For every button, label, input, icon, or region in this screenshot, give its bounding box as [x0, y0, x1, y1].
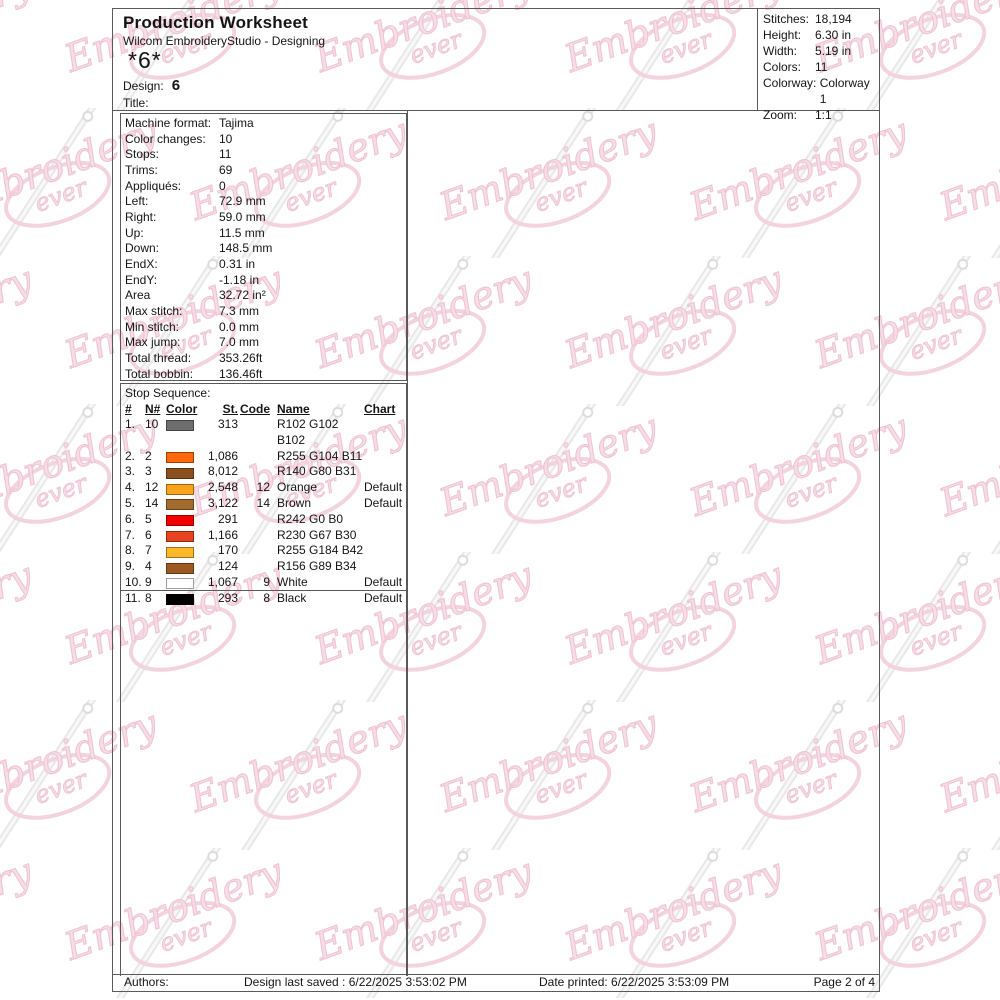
row-needle-number: 8 — [145, 590, 152, 605]
info-value: 32.72 in² — [219, 288, 266, 303]
row-stitch-count: 291 — [217, 511, 238, 526]
stop-sequence-row — [121, 449, 406, 465]
stop-sequence-row — [121, 559, 406, 575]
info-row — [763, 59, 879, 75]
col-header-stitches: St. — [222, 402, 238, 416]
info-value: 11 — [815, 60, 828, 74]
col-header-chart: Chart — [364, 402, 396, 416]
page-title: Production Worksheet — [123, 13, 309, 32]
info-value: 7.0 mm — [219, 335, 260, 350]
row-color-name: R140 G80 B31 — [277, 464, 357, 479]
last-saved-text: Design last saved : 6/22/2025 3:53:02 PM — [244, 975, 467, 989]
info-row — [125, 179, 406, 195]
row-needle-number: 2 — [145, 448, 152, 463]
stop-sequence-title: Stop Sequence: — [125, 386, 211, 400]
stop-sequence-row — [121, 528, 406, 544]
footer — [113, 974, 879, 991]
thread-color-swatch — [166, 531, 194, 542]
worksheet-sheet — [112, 8, 880, 992]
info-value: Colorway 1 — [819, 76, 870, 106]
info-row — [125, 273, 406, 289]
info-value: 0.31 in — [219, 256, 256, 271]
row-color-name: R255 G184 B42 — [277, 543, 364, 558]
info-label: Appliqués: — [125, 178, 182, 193]
row-code — [238, 449, 270, 465]
info-label: Left: — [125, 194, 149, 209]
stop-sequence-row — [121, 417, 406, 449]
info-value: 353.26ft — [219, 350, 263, 365]
row-color-name: R255 G104 B11 — [277, 448, 363, 463]
design-mark: *6* — [128, 47, 162, 73]
info-label: Trims: — [125, 162, 158, 177]
stop-sequence-rows — [121, 417, 406, 607]
row-color-name: R102 G102 B102 — [277, 417, 339, 447]
row-code — [238, 512, 270, 528]
date-printed-text: Date printed: 6/22/2025 3:53:09 PM — [539, 975, 730, 989]
info-value: 7.3 mm — [219, 303, 260, 318]
stop-sequence-row — [121, 512, 406, 528]
thread-color-swatch — [166, 420, 194, 431]
stop-sequence-row — [121, 496, 406, 512]
info-row — [763, 11, 879, 27]
left-column-empty-box — [120, 591, 407, 976]
info-row — [125, 147, 406, 163]
info-value: 5.19 in — [815, 44, 852, 58]
watermark-logo — [0, 256, 30, 406]
design-number: 6 — [171, 77, 181, 94]
info-row — [763, 43, 879, 59]
info-label: Down: — [125, 241, 160, 256]
title-label: Title: — [123, 96, 149, 110]
design-preview-area — [407, 111, 880, 976]
info-value: Tajima — [219, 116, 254, 130]
info-value: 11 — [219, 147, 232, 162]
info-label: Up: — [125, 225, 144, 240]
row-code: 14 — [256, 495, 270, 510]
stop-sequence-header — [121, 401, 406, 417]
row-index: 11. — [125, 590, 141, 605]
row-code: 12 — [256, 480, 270, 495]
info-value: 18,194 — [815, 12, 852, 26]
row-needle-number: 14 — [145, 495, 159, 510]
row-color-name: Black — [277, 590, 307, 605]
thread-color-swatch — [166, 547, 194, 558]
info-value: 0.0 mm — [219, 319, 260, 334]
thread-color-swatch — [166, 468, 194, 479]
row-index: 4. — [125, 480, 136, 495]
page-number: Page 2 of 4 — [813, 975, 875, 989]
row-stitch-count: 1,067 — [207, 574, 238, 589]
row-needle-number: 7 — [145, 543, 152, 558]
info-row — [125, 288, 406, 304]
info-value: 69 — [219, 162, 233, 177]
row-chart: Default — [364, 480, 403, 495]
row-index: 1. — [125, 417, 136, 431]
col-header-color: Color — [166, 402, 198, 416]
row-needle-number: 6 — [145, 527, 152, 542]
row-color-name: R230 G67 B30 — [277, 527, 357, 542]
row-needle-number: 12 — [145, 480, 159, 495]
row-color-name: Orange — [277, 480, 318, 495]
row-color-name: Brown — [277, 495, 312, 510]
info-label: Max stitch: — [125, 303, 183, 318]
info-row — [125, 320, 406, 336]
info-label: Total thread: — [125, 350, 192, 365]
info-row — [763, 75, 879, 107]
row-stitch-count: 2,548 — [207, 480, 238, 495]
info-row — [125, 367, 406, 383]
info-label: Color changes: — [125, 131, 206, 146]
watermark-logo — [935, 404, 1000, 554]
row-index: 8. — [125, 543, 136, 558]
machine-info-panel — [120, 113, 407, 381]
row-code — [238, 528, 270, 544]
info-label: Stitches: — [763, 12, 810, 26]
info-row — [125, 163, 406, 179]
row-color-name: R242 G0 B0 — [277, 511, 344, 526]
thread-color-swatch — [166, 499, 194, 510]
thread-color-swatch — [166, 452, 194, 463]
watermark-logo — [0, 848, 30, 998]
row-code: 8 — [263, 590, 270, 605]
row-code — [238, 417, 270, 449]
info-label: Area — [125, 288, 151, 303]
col-header-needle: N# — [145, 402, 161, 416]
row-stitch-count: 8,012 — [207, 464, 238, 479]
row-chart — [364, 449, 406, 465]
row-chart — [364, 543, 406, 559]
info-row — [125, 116, 406, 132]
info-label: Right: — [125, 209, 157, 224]
row-stitch-count: 293 — [217, 590, 238, 605]
col-header-index: # — [125, 402, 132, 416]
info-row — [125, 304, 406, 320]
row-chart: Default — [364, 495, 403, 510]
thread-color-swatch — [166, 578, 194, 589]
row-stitch-count: 1,086 — [207, 448, 238, 463]
row-chart — [364, 559, 406, 575]
row-color-name: White — [277, 574, 308, 589]
design-stats-box — [757, 9, 879, 122]
row-chart — [364, 512, 406, 528]
row-chart — [364, 417, 406, 449]
row-chart — [364, 464, 406, 480]
info-value: 148.5 mm — [219, 241, 273, 256]
row-stitch-count: 313 — [217, 417, 238, 431]
authors-label: Authors: — [124, 975, 169, 989]
info-row — [125, 335, 406, 351]
row-chart: Default — [364, 590, 403, 605]
info-label: Max jump: — [125, 335, 181, 350]
info-label: Total bobbin: — [125, 366, 194, 381]
info-label: Width: — [763, 44, 798, 58]
info-value: 1:1 — [815, 108, 832, 122]
row-index: 2. — [125, 448, 136, 463]
col-header-name: Name — [277, 402, 310, 416]
app-subtitle: Wilcom EmbroideryStudio - Designing — [123, 34, 326, 48]
row-index: 7. — [125, 527, 136, 542]
info-label: EndY: — [125, 272, 158, 287]
design-label: Design: — [123, 79, 164, 93]
watermark-logo — [935, 108, 1000, 258]
info-label: Machine format: — [125, 116, 212, 130]
row-index: 3. — [125, 464, 136, 479]
stop-sequence-row — [121, 575, 406, 591]
col-header-code: Code — [240, 402, 270, 416]
row-code — [238, 464, 270, 480]
info-row — [125, 210, 406, 226]
row-index: 9. — [125, 559, 136, 574]
row-code — [238, 543, 270, 559]
info-value: 136.46ft — [219, 366, 263, 381]
info-label: Stops: — [125, 147, 160, 162]
info-value: -1.18 in — [219, 272, 260, 287]
design-row — [123, 77, 180, 94]
row-needle-number: 3 — [145, 464, 152, 479]
info-label: Min stitch: — [125, 319, 180, 334]
header — [113, 9, 879, 122]
watermark-logo — [0, 0, 30, 110]
info-label: EndX: — [125, 256, 158, 271]
row-stitch-count: 170 — [217, 543, 238, 558]
info-label: Colorway: — [763, 76, 817, 90]
info-row — [763, 27, 879, 43]
stop-sequence-panel — [120, 383, 407, 605]
info-value: 59.0 mm — [219, 209, 266, 224]
watermark-logo — [0, 552, 30, 702]
row-color-name: R156 G89 B34 — [277, 559, 357, 574]
info-value: 6.30 in — [815, 28, 852, 42]
info-value: 10 — [219, 131, 233, 146]
row-code — [238, 559, 270, 575]
row-code: 9 — [263, 574, 270, 589]
watermark-logo — [935, 700, 1000, 850]
info-value: 11.5 mm — [219, 225, 265, 240]
info-row — [125, 226, 406, 242]
thread-color-swatch — [166, 563, 194, 574]
info-row — [125, 241, 406, 257]
info-row — [125, 351, 406, 367]
row-stitch-count: 1,166 — [207, 527, 238, 542]
info-row — [125, 132, 406, 148]
info-value: 72.9 mm — [219, 194, 266, 209]
row-stitch-count: 3,122 — [207, 495, 238, 510]
row-stitch-count: 124 — [217, 559, 238, 574]
stop-sequence-row — [121, 480, 406, 496]
info-label: Height: — [763, 28, 802, 42]
row-needle-number: 4 — [145, 559, 152, 574]
thread-color-swatch — [166, 484, 194, 495]
row-needle-number: 5 — [145, 511, 152, 526]
row-chart: Default — [364, 574, 403, 589]
info-row — [125, 257, 406, 273]
info-value: 0 — [219, 178, 226, 193]
row-index: 6. — [125, 511, 136, 526]
row-index: 5. — [125, 495, 136, 510]
row-needle-number: 9 — [145, 574, 152, 589]
info-label: Colors: — [763, 60, 802, 74]
row-chart — [364, 528, 406, 544]
info-label: Zoom: — [763, 108, 798, 122]
stop-sequence-row — [121, 543, 406, 559]
row-needle-number: 10 — [145, 417, 159, 431]
info-row — [125, 194, 406, 210]
row-index: 10. — [125, 574, 142, 589]
thread-color-swatch — [166, 515, 194, 526]
stop-sequence-row — [121, 464, 406, 480]
